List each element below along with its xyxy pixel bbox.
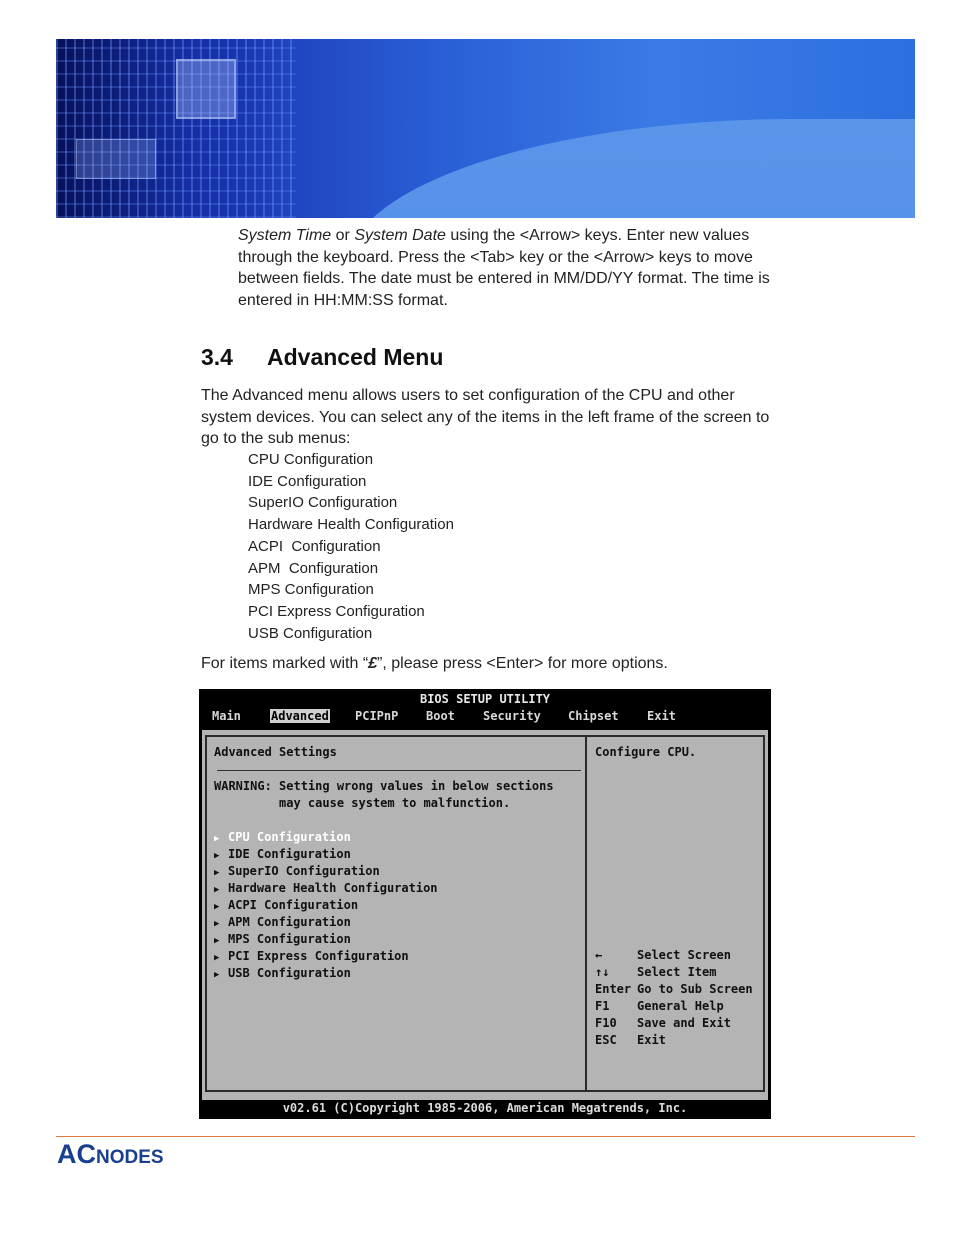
list-item: MPS Configuration xyxy=(248,581,374,599)
menu-item-label: Hardware Health Configuration xyxy=(228,881,438,895)
key-hint-desc: General Help xyxy=(637,999,724,1013)
warning-line: may cause system to malfunction. xyxy=(214,796,511,810)
arrow-right-icon: ▶ xyxy=(214,902,220,912)
key-hint-key: ESC xyxy=(595,1033,617,1047)
bios-screen xyxy=(202,730,768,1100)
bios-menu-item-pci-express[interactable] xyxy=(214,949,409,963)
submenu-list xyxy=(248,449,454,644)
section-title: Advanced Menu xyxy=(267,344,444,370)
bios-menu-item-cpu[interactable] xyxy=(214,830,351,844)
logo-letters: NODES xyxy=(96,1147,164,1168)
tab-exit[interactable]: Exit xyxy=(647,709,676,723)
arrow-right-icon: ▶ xyxy=(214,970,220,980)
key-hint xyxy=(595,965,716,979)
divider xyxy=(217,770,581,771)
chip-graphic xyxy=(76,139,156,179)
list-item: PCI Express Configuration xyxy=(248,602,425,620)
banner-swoosh xyxy=(346,119,915,218)
list-item: SuperIO Configuration xyxy=(248,494,398,512)
bios-menu-item-hardware-health[interactable] xyxy=(214,881,438,895)
bios-title: BIOS SETUP UTILITY xyxy=(419,692,551,706)
menu-item-label: ACPI Configuration xyxy=(228,898,359,912)
menu-item-label: IDE Configuration xyxy=(228,847,351,861)
menu-item-label: CPU Configuration xyxy=(228,830,351,844)
logo-letter: C xyxy=(76,1139,96,1169)
list-item: APM Configuration xyxy=(248,559,379,577)
footer-rule xyxy=(56,1136,915,1137)
section-heading xyxy=(201,344,443,371)
menu-item-label: APM Configuration xyxy=(228,915,351,929)
text-run: using the <Arrow> keys. Enter new values through the keyboard. Press the <Tab> key or the <Arrow> keys to move between fields. The date must be entered in MM/DD/YY format. The time is entered in HH:MM:SS format. xyxy=(238,227,770,309)
text-run: ”, please press <Enter> for more options. xyxy=(377,655,668,672)
system-time-term: System Time xyxy=(238,227,332,244)
bios-screenshot xyxy=(199,689,771,1119)
arrow-right-icon: ▶ xyxy=(214,885,220,895)
bios-copyright: v02.61 (C)Copyright 1985-2006, American Megatrends, Inc. xyxy=(282,1101,688,1115)
warning-line: WARNING: Setting wrong values in below sections xyxy=(214,779,554,793)
header-banner xyxy=(56,39,915,218)
text-run: or xyxy=(331,227,355,244)
tab-advanced[interactable]: Advanced xyxy=(271,709,329,723)
key-hint xyxy=(595,1033,666,1047)
list-item: USB Configuration xyxy=(248,624,373,642)
arrow-right-icon: ▶ xyxy=(214,936,220,946)
key-hint-desc: Select Item xyxy=(637,965,717,979)
key-hint-desc: Go to Sub Screen xyxy=(637,982,753,996)
bios-menubar xyxy=(199,708,771,726)
system-date-term: System Date xyxy=(354,227,446,244)
bios-help-panel xyxy=(585,735,765,1092)
bios-menu-item-mps[interactable] xyxy=(214,932,351,946)
section-number: 3.4 xyxy=(201,344,233,370)
menu-item-label: USB Configuration xyxy=(228,966,351,980)
bios-menu-item-ide[interactable] xyxy=(214,847,351,861)
list-item: ACPI Configuration xyxy=(248,537,381,555)
bios-menu-item-superio[interactable] xyxy=(214,864,380,878)
key-hint-key: F1 xyxy=(595,999,610,1013)
bios-menu-item-usb[interactable] xyxy=(214,966,351,980)
submenu-note xyxy=(201,655,668,673)
key-hint xyxy=(595,948,731,962)
arrow-right-icon: ▶ xyxy=(214,851,220,861)
key-hint xyxy=(595,999,724,1013)
key-hint-desc: Select Screen xyxy=(637,948,731,962)
submenu-marker-icon: £ xyxy=(368,655,378,672)
menu-item-label: SuperIO Configuration xyxy=(228,864,380,878)
key-hint-key: ↑↓ xyxy=(595,965,610,979)
tab-security[interactable]: Security xyxy=(483,709,541,723)
bios-menu-item-acpi[interactable] xyxy=(214,898,358,912)
key-hint xyxy=(595,1016,731,1030)
tab-boot[interactable]: Boot xyxy=(426,709,455,723)
key-hint-desc: Exit xyxy=(637,1033,666,1047)
chip-graphic xyxy=(176,59,236,119)
arrow-right-icon: ▶ xyxy=(214,834,220,844)
text-run: For items marked with “ xyxy=(201,655,369,672)
tab-chipset[interactable]: Chipset xyxy=(568,709,619,723)
tab-pcipnp[interactable]: PCIPnP xyxy=(355,709,399,723)
key-hint-key: ← xyxy=(595,948,603,962)
list-item: IDE Configuration xyxy=(248,472,367,490)
menu-item-label: MPS Configuration xyxy=(228,932,351,946)
key-hint-desc: Save and Exit xyxy=(637,1016,731,1030)
acnodes-logo xyxy=(57,1139,164,1170)
menu-item-label: PCI Express Configuration xyxy=(228,949,409,963)
arrow-right-icon: ▶ xyxy=(214,919,220,929)
logo-letter: A xyxy=(57,1139,77,1169)
key-hint xyxy=(595,982,753,996)
panel-title: Advanced Settings xyxy=(214,745,337,759)
arrow-right-icon: ▶ xyxy=(214,868,220,878)
key-hint-key: F10 xyxy=(595,1016,617,1030)
list-item: Hardware Health Configuration xyxy=(248,516,454,534)
intro-paragraph xyxy=(238,225,778,311)
advanced-menu-description: The Advanced menu allows users to set configuration of the CPU and other system devices. You can select any of the items in the left frame of the screen to go to the sub menus: xyxy=(201,387,770,447)
list-item: CPU Configuration xyxy=(248,451,374,468)
bios-menu-item-apm[interactable] xyxy=(214,915,351,929)
arrow-right-icon: ▶ xyxy=(214,953,220,963)
bios-left-panel xyxy=(205,735,585,1092)
key-hint-key: Enter xyxy=(595,982,632,996)
help-text: Configure CPU. xyxy=(595,745,697,759)
tab-main[interactable]: Main xyxy=(212,709,241,723)
